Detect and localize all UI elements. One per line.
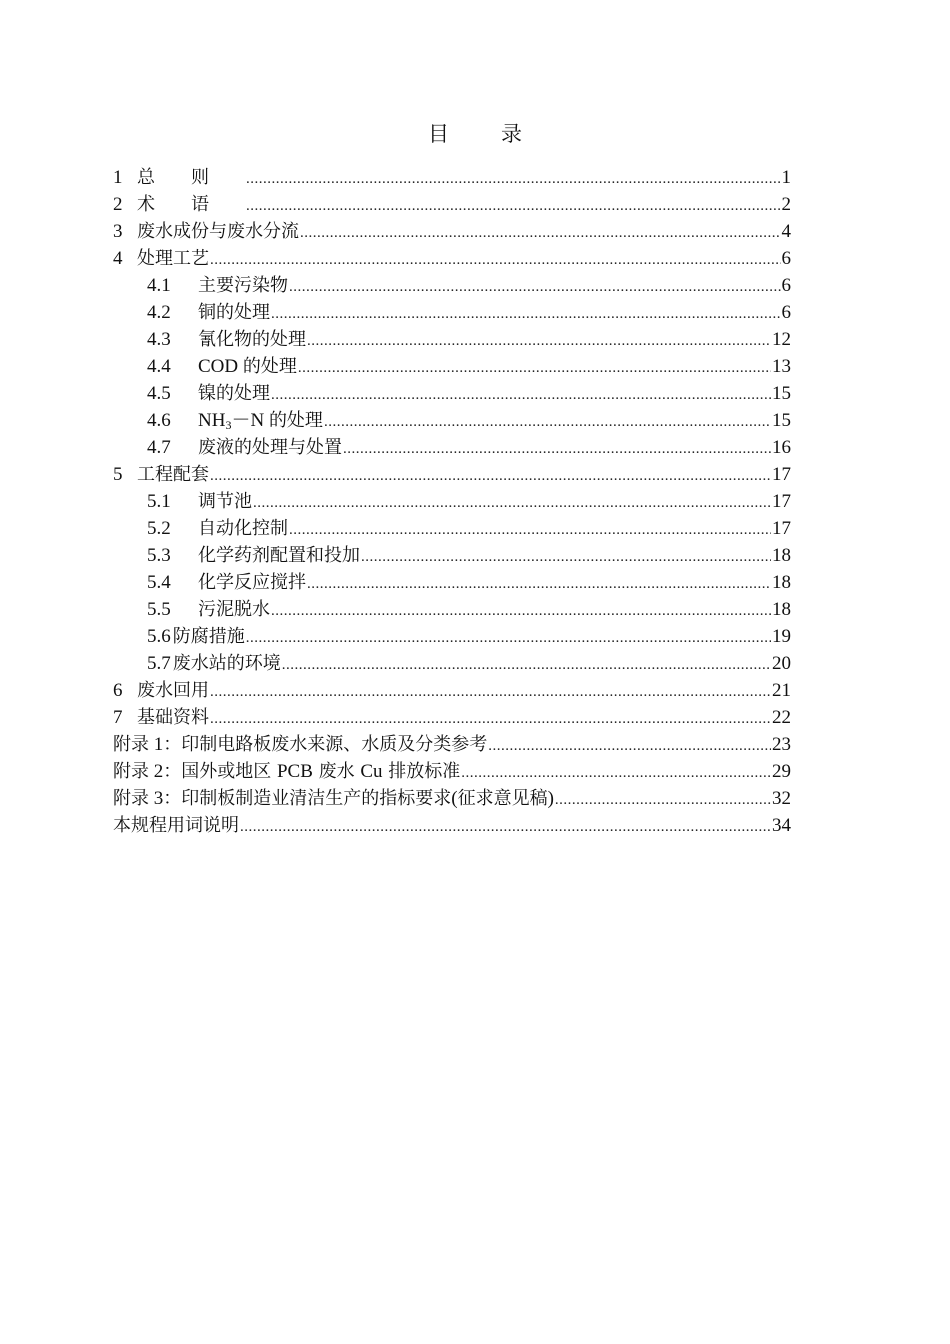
entry-number: 6 <box>113 680 123 701</box>
appendix-prefix: 附录 <box>113 761 149 782</box>
appendix-paren-open: ( <box>451 788 458 809</box>
appendix-paren-close: ) <box>547 788 554 809</box>
entry-number: 5.4 <box>147 572 171 593</box>
entry-page: 6 <box>781 248 791 269</box>
toc-entry[interactable] <box>113 353 791 380</box>
appendix-title: ：印制板制造业清洁生产的指标要求 <box>163 788 452 809</box>
dot-leader <box>289 517 771 544</box>
toc-title <box>0 118 950 148</box>
entry-label: 废液的处理与处置 <box>198 437 342 458</box>
entry-label <box>113 785 554 812</box>
entry-number: 4.5 <box>147 383 171 404</box>
entry-page: 29 <box>772 761 791 782</box>
appendix-title-part-3: 排放标准 <box>382 761 461 782</box>
entry-number: 5.5 <box>147 599 171 620</box>
toc-entry[interactable] <box>113 407 791 434</box>
entry-page: 1 <box>781 167 791 188</box>
entry-label: 总则 <box>137 167 245 188</box>
toc-entry[interactable] <box>113 164 791 191</box>
entry-label <box>113 758 460 785</box>
appendix-title-part-1: ：国外或地区 <box>163 761 277 782</box>
toc-entry[interactable] <box>113 677 791 704</box>
entry-number: 5 <box>113 464 123 485</box>
toc-entry[interactable] <box>113 461 791 488</box>
entry-page: 32 <box>772 788 791 809</box>
entry-page: 18 <box>772 599 791 620</box>
entry-page: 15 <box>772 410 791 431</box>
appendix-title-pcb: PCB <box>276 761 313 782</box>
entry-page: 12 <box>772 329 791 350</box>
entry-label: 化学药剂配置和投加 <box>198 545 360 566</box>
entry-page: 18 <box>772 572 791 593</box>
entry-number: 4 <box>113 248 123 269</box>
toc-entry[interactable] <box>113 434 791 461</box>
entry-page: 18 <box>772 545 791 566</box>
entry-label: 氰化物的处理 <box>198 329 306 350</box>
toc-entry[interactable] <box>113 623 791 650</box>
entry-number: 2 <box>113 194 123 215</box>
dot-leader <box>240 814 771 841</box>
toc-entry[interactable] <box>113 704 791 731</box>
entry-page: 17 <box>772 518 791 539</box>
appendix-prefix: 附录 <box>113 788 149 809</box>
toc-entry[interactable] <box>113 218 791 245</box>
entry-number: 5.2 <box>147 518 171 539</box>
entry-label: 本规程用词说明 <box>113 815 239 836</box>
entry-page: 23 <box>772 734 791 755</box>
entry-number: 4.3 <box>147 329 171 350</box>
appendix-number: 2 <box>153 761 164 782</box>
entry-page: 16 <box>772 437 791 458</box>
entry-label: 调节池 <box>198 491 252 512</box>
entry-page: 6 <box>781 302 791 323</box>
dot-leader <box>343 436 771 463</box>
entry-page: 13 <box>772 356 791 377</box>
toc-entry[interactable] <box>113 569 791 596</box>
toc-entry[interactable] <box>113 191 791 218</box>
dot-leader <box>324 409 771 436</box>
dot-leader <box>289 274 781 301</box>
toc-title-char-2: 录 <box>501 122 522 146</box>
dot-leader <box>246 625 771 652</box>
dot-leader <box>271 382 771 409</box>
entry-label-subscript: 3 <box>225 418 232 432</box>
dot-leader <box>298 355 771 382</box>
entry-label <box>198 353 297 380</box>
entry-number: 5.6 <box>147 626 171 647</box>
entry-page: 21 <box>772 680 791 701</box>
toc-entry[interactable] <box>113 758 791 785</box>
appendix-number: 3 <box>153 788 164 809</box>
toc-entry[interactable] <box>113 515 791 542</box>
appendix-title-part-2: 废水 <box>312 761 361 782</box>
appendix-title: ：印制电路板废水来源、水质及分类参考 <box>163 734 488 755</box>
dot-leader <box>210 463 771 490</box>
entry-page: 2 <box>781 194 791 215</box>
dot-leader <box>246 166 781 193</box>
toc-entry[interactable] <box>113 650 791 677</box>
toc-entry[interactable] <box>113 326 791 353</box>
entry-page: 22 <box>772 707 791 728</box>
entry-label-latin: COD <box>198 356 239 377</box>
entry-label: 废水回用 <box>137 680 209 701</box>
dot-leader <box>555 787 771 814</box>
entry-label: 铜的处理 <box>198 302 270 323</box>
entry-page: 17 <box>772 491 791 512</box>
dot-leader <box>488 733 771 760</box>
entry-number: 4.7 <box>147 437 171 458</box>
dot-leader <box>361 544 771 571</box>
dot-leader <box>300 220 781 247</box>
toc-entry[interactable] <box>113 245 791 272</box>
entry-number: 5.7 <box>147 653 171 674</box>
appendix-number: 1 <box>153 734 164 755</box>
entry-label <box>113 731 487 758</box>
entry-number: 5.3 <box>147 545 171 566</box>
entry-page: 6 <box>781 275 791 296</box>
entry-label-cjk: 的处理 <box>242 356 297 377</box>
dot-leader <box>461 760 771 787</box>
appendix-title-cu: Cu <box>360 761 383 782</box>
dot-leader <box>307 571 771 598</box>
entry-label: 工程配套 <box>137 464 209 485</box>
entry-label: 镍的处理 <box>198 383 270 404</box>
appendix-paren-text: 征求意见稿 <box>457 788 548 809</box>
entry-page: 34 <box>772 815 791 836</box>
entry-number: 4.2 <box>147 302 171 323</box>
entry-number: 1 <box>113 167 123 188</box>
toc-entry[interactable] <box>113 488 791 515</box>
entry-label: 防腐措施 <box>172 626 245 647</box>
entry-number: 3 <box>113 221 123 242</box>
table-of-contents <box>113 164 791 839</box>
entry-label: 污泥脱水 <box>198 599 270 620</box>
entry-label-formula-rest: －N <box>231 410 265 431</box>
dot-leader <box>246 193 781 220</box>
dot-leader <box>282 652 771 679</box>
entry-number: 5.1 <box>147 491 171 512</box>
dot-leader <box>253 490 771 517</box>
appendix-prefix: 附录 <box>113 734 149 755</box>
dot-leader <box>307 328 771 355</box>
entry-number: 4.4 <box>147 356 171 377</box>
entry-page: 17 <box>772 464 791 485</box>
entry-label: 自动化控制 <box>198 518 288 539</box>
entry-number: 7 <box>113 707 123 728</box>
toc-entry[interactable] <box>113 299 791 326</box>
toc-entry[interactable] <box>113 542 791 569</box>
entry-label: 基础资料 <box>137 707 209 728</box>
dot-leader <box>271 598 771 625</box>
entry-page: 15 <box>772 383 791 404</box>
entry-label: 化学反应搅拌 <box>198 572 306 593</box>
toc-entry[interactable] <box>113 380 791 407</box>
dot-leader <box>271 301 781 328</box>
entry-label: 术语 <box>137 194 245 215</box>
entry-label: 处理工艺 <box>137 248 209 269</box>
toc-title-char-1: 目 <box>428 122 449 146</box>
entry-label: 主要污染物 <box>198 275 288 296</box>
entry-number: 4.1 <box>147 275 171 296</box>
entry-label: 废水成份与废水分流 <box>137 221 299 242</box>
entry-number: 4.6 <box>147 410 171 431</box>
entry-page: 4 <box>781 221 791 242</box>
toc-entry[interactable] <box>113 272 791 299</box>
dot-leader <box>210 706 771 733</box>
entry-label-cjk: 的处理 <box>268 410 323 431</box>
entry-page: 19 <box>772 626 791 647</box>
entry-label-formula: NH <box>198 410 226 431</box>
dot-leader <box>210 679 771 706</box>
toc-entry[interactable] <box>113 785 791 812</box>
entry-page: 20 <box>772 653 791 674</box>
dot-leader <box>210 247 781 274</box>
toc-entry[interactable] <box>113 596 791 623</box>
toc-entry[interactable] <box>113 731 791 758</box>
toc-entry[interactable] <box>113 812 791 839</box>
entry-label: 废水站的环境 <box>172 653 281 674</box>
